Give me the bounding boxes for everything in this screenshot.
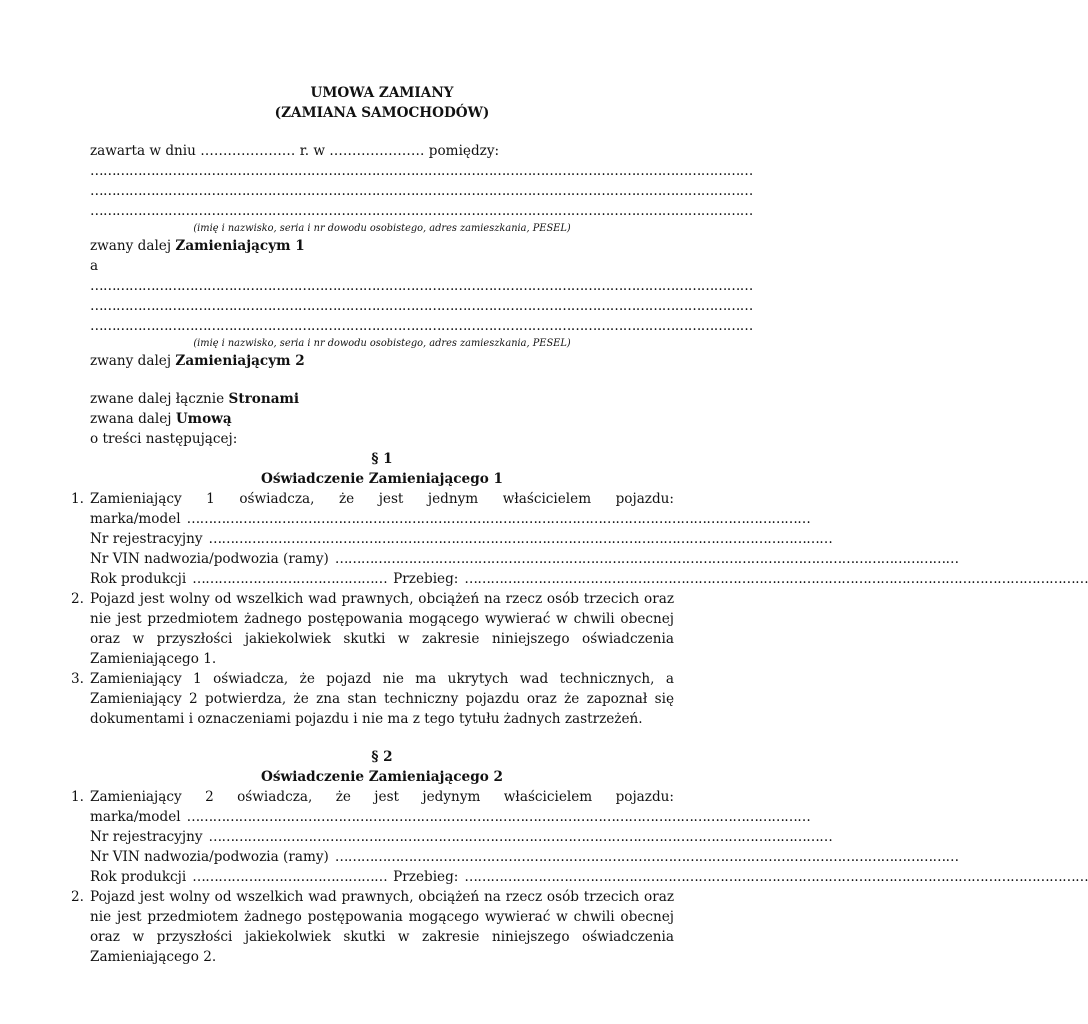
reg-line [90,827,833,847]
party1-called-prefix: zwany dalej [90,238,176,254]
year-label: Rok produkcji [90,571,187,587]
and-word: a [90,258,99,274]
party1-dot-line-1: ……………………………………………………………………………………………………………………………………… [90,163,753,179]
party2-dot-line-3: ……………………………………………………………………………………………………………………………………… [90,318,753,334]
intro-line: zawarta w dniu ………………… r. w ………………… pomiędzy: [90,143,500,159]
party2-caption: (imię i nazwisko, seria i nr dowodu osobistego, adres zamieszkania, PESEL) [193,338,571,349]
brand-dots: ……………………………………………………………………………………………………………………………… [186,809,811,825]
item-number: 2. [71,591,84,607]
section-2-heading: Oświadczenie Zamieniającego 2 [261,769,503,785]
year-dots: ……………………………………… [192,571,388,587]
party2-called-name: Zamieniającym 2 [175,353,305,369]
item-text: Pojazd jest wolny od wszelkich wad prawnych, obciążeń na rzecz osób trzecich oraz nie jest przedmiotem żadnego postępowania mogącego wywierać w chwili obecnej oraz w przyszłości jakiekolwiek skutki w zakresie niniejszego oświadczenia Zamieniającego 1. [90,591,674,667]
vin-dots: ……………………………………………………………………………………………………………………………… [334,551,959,567]
section-2-item-1 [71,787,1088,887]
item-text: Zamieniający 1 oświadcza, że pojazd nie ma ukrytych wad technicznych, a Zamieniający 2 potwierdza, że zna stan techniczny pojazdu oraz że zapoznał się dokumentami i oznaczeniami pojazdu i nie ma z tego tytułu żadnych zastrzeżeń. [90,671,674,727]
section-1-heading: Oświadczenie Zamieniającego 1 [261,471,503,487]
document-subtitle: (ZAMIANA SAMOCHODÓW) [274,105,490,121]
section-2-item-2 [71,887,674,967]
mileage-dots: ……………………………………………………………………………………………………………………………… [464,869,1088,885]
section-1-item-1 [71,489,1088,589]
section-1-number: § 1 [371,451,393,467]
vin-label: Nr VIN nadwozia/podwozia (ramy) [90,551,329,567]
content-line: o treści następującej: [90,431,238,447]
item-number: 1. [71,789,84,805]
vin-line [90,549,959,569]
item-first-line: Zamieniający 2 oświadcza, że jest jedynym właścicielem pojazdu: [90,789,674,805]
parties-definition [90,389,674,409]
spacer [90,371,674,389]
reg-dots: ……………………………………………………………………………………………………………………………… [208,531,833,547]
contract-name: Umową [175,411,232,427]
mileage-label: Przebieg: [393,869,459,885]
document-body [71,83,1088,967]
vin-dots: ……………………………………………………………………………………………………………………………… [334,849,959,865]
section-2-number: § 2 [371,749,393,765]
reg-line [90,529,833,549]
party1-caption: (imię i nazwisko, seria i nr dowodu osobistego, adres zamieszkania, PESEL) [193,223,571,234]
mileage-label: Przebieg: [393,571,459,587]
spacer [90,729,674,747]
parties-name: Stronami [228,391,300,407]
year-label: Rok produkcji [90,869,187,885]
contract-prefix: zwana dalej [90,411,176,427]
party2-called-prefix: zwany dalej [90,353,176,369]
party1-dot-line-3: ……………………………………………………………………………………………………………………………………… [90,203,753,219]
item-first-line: Zamieniający 1 oświadcza, że jest jednym właścicielem pojazdu: [90,491,674,507]
party1-called [90,236,674,256]
brand-label: marka/model [90,511,181,527]
party2-dot-line-1: ……………………………………………………………………………………………………………………………………… [90,278,753,294]
section-1-item-3 [71,669,674,729]
brand-line [90,807,811,827]
party1-called-name: Zamieniającym 1 [175,238,305,254]
section-1-item-2 [71,589,674,669]
item-number: 1. [71,491,84,507]
spacer [90,123,674,141]
reg-label: Nr rejestracyjny [90,531,203,547]
document-title: UMOWA ZAMIANY [310,85,454,101]
brand-label: marka/model [90,809,181,825]
reg-dots: ……………………………………………………………………………………………………………………………… [208,829,833,845]
brand-line [90,509,811,529]
party2-dot-line-2: ……………………………………………………………………………………………………………………………………… [90,298,753,314]
item-number: 3. [71,671,84,687]
party2-called [90,351,674,371]
year-mileage-line [90,569,1088,589]
reg-label: Nr rejestracyjny [90,829,203,845]
year-mileage-line [90,867,1088,887]
vin-line [90,847,959,867]
contract-definition [90,409,674,429]
mileage-dots: ……………………………………………………………………………………………………………………………… [464,571,1088,587]
brand-dots: ……………………………………………………………………………………………………………………………… [186,511,811,527]
parties-prefix: zwane dalej łącznie [90,391,229,407]
item-number: 2. [71,889,84,905]
item-text: Pojazd jest wolny od wszelkich wad prawnych, obciążeń na rzecz osób trzecich oraz nie jest przedmiotem żadnego postępowania mogącego wywierać w chwili obecnej oraz w przyszłości jakiekolwiek skutki w zakresie niniejszego oświadczenia Zamieniającego 2. [90,889,674,965]
year-dots: ……………………………………… [192,869,388,885]
party1-dot-line-2: ……………………………………………………………………………………………………………………………………… [90,183,753,199]
vin-label: Nr VIN nadwozia/podwozia (ramy) [90,849,329,865]
